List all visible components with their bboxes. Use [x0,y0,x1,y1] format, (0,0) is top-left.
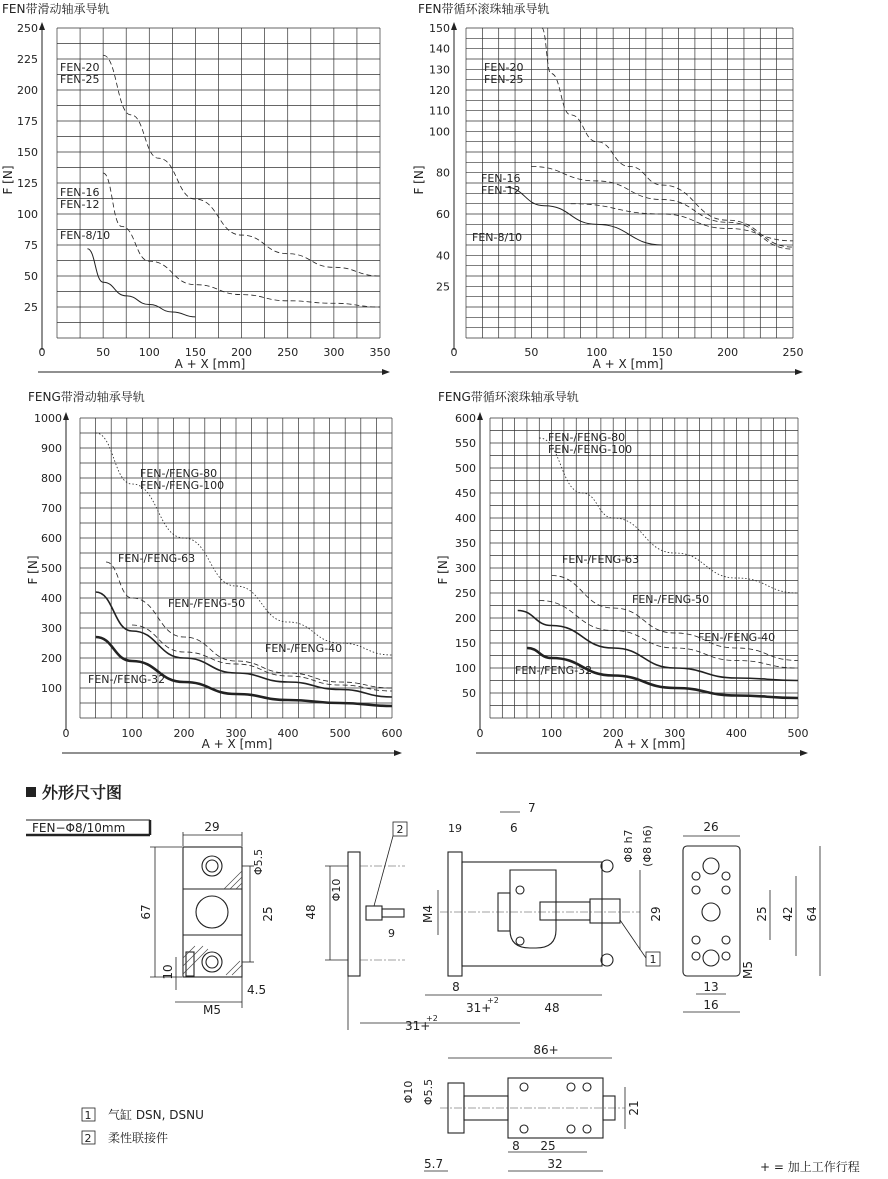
y-tick-label: 150 [455,637,476,650]
y-tick-label: 550 [455,437,476,450]
dim-pitch: 25 [261,906,275,922]
y-axis-label: F [N] [1,165,15,195]
dim-base: 13 [703,980,719,994]
series-label: FEN-/FENG-63 [562,553,640,566]
drawing-view-assembly [405,801,663,1033]
y-tick-label: 400 [455,512,476,525]
dim-total: 31+ [405,1019,431,1033]
series-label: FEN-25 [60,73,100,86]
y-tick-label: 200 [455,612,476,625]
x-tick-label: 200 [602,727,624,740]
model-tag-label: FEN−Φ8/10mm [32,821,126,835]
drawing-view-end [683,820,820,1012]
y-tick-label: 900 [41,442,62,455]
dim-total-sup: +2 [426,1014,438,1023]
dim-pin-alt: (Φ8 h6) [641,825,654,867]
y-tick-label: 80 [436,166,450,180]
dim-height: 67 [139,904,153,920]
dim-left: 8 [452,980,460,994]
model-tag [26,820,150,835]
x-axis-arrow-icon [382,369,390,375]
dim-span: 16 [703,998,719,1012]
dim-pitch: 29 [649,906,663,922]
series-line-4 [96,637,392,706]
x-tick-label: 50 [524,346,539,359]
legend-text: 柔性联接件 [108,1131,169,1145]
y-axis-label: F [N] [412,165,426,195]
y-tick-label: 140 [429,42,450,56]
y-tick-label: 200 [41,652,62,665]
dim-stroke: 31+ [466,1001,492,1015]
dim-pin: Φ8 h7 [622,829,635,863]
y-tick-label: 50 [462,687,476,700]
y-tick-label: 60 [436,208,450,221]
legend-number: 2 [84,1132,92,1145]
section-bullet-icon [26,787,36,797]
series-label: FEN-/FENG-32 [515,664,593,677]
x-tick-label: 100 [586,346,608,359]
x-tick-label: 100 [121,727,143,740]
x-tick-label: 500 [329,727,351,740]
series-label: FEN-/FENG-40 [265,642,343,655]
y-tick-label: 100 [429,125,450,139]
y-tick-label: 100 [455,662,476,675]
dim-stroke-sup: +2 [487,996,499,1005]
x-tick-label: 250 [277,346,299,359]
x-axis-arrow-icon [394,750,402,756]
dim-pitch: 25 [540,1139,556,1153]
series-label: FEN-/FENG-63 [118,552,196,565]
y-tick-label: 125 [17,177,38,190]
series-label: FEN-8/10 [60,229,111,242]
x-tick-label: 100 [541,727,563,740]
y-tick-label: 225 [17,53,38,66]
legend-number: 1 [84,1109,92,1122]
y-tick-label: 600 [41,532,62,545]
series-label: FEN-12 [481,184,521,197]
y-tick-label: 25 [24,301,38,314]
x-tick-label: 200 [173,727,195,740]
y-tick-label: 120 [429,84,450,97]
drawing-view-top [402,1043,641,1171]
y-tick-label: 110 [429,104,450,118]
dim-total: 64 [805,906,819,922]
y-tick-label: 150 [429,22,450,35]
x-tick-label: 600 [381,727,403,740]
dim-bore: Φ10 [330,878,343,902]
x-tick-label: 100 [138,346,160,359]
wrench-size: 19 [448,822,462,835]
dim-pitch: 25 [755,906,769,922]
section-title: 外形尺寸图 [42,783,123,802]
series-label: FEN-25 [484,73,524,86]
series-label: FEN-20 [60,61,100,74]
x-tick-label: 300 [225,727,247,740]
y-axis-arrow-icon [451,22,457,30]
y-tick-label: 50 [24,270,38,283]
y-tick-label: 130 [429,63,450,77]
y-tick-label: 25 [436,280,450,294]
chart-title: FENG带循环滚珠轴承导轨 [438,390,579,404]
chart-feng-ball-bearing [436,389,809,756]
y-tick-label: 40 [436,249,450,263]
y-axis-arrow-icon [63,412,69,420]
dim-height: 48 [304,904,318,920]
callout-item: 1 [649,953,657,966]
x-axis-label: A + X [mm] [201,737,273,751]
x-tick-label: 0 [62,727,70,740]
series-line-1 [106,562,392,688]
series-label: FEN-/FENG-32 [88,673,166,686]
dim-width: 29 [204,820,220,834]
y-tick-label: 350 [455,537,476,550]
series-label: FEN-/FENG-80 [548,431,626,444]
y-tick-label: 250 [17,22,38,35]
dim-width: 26 [703,820,719,834]
series-label: FEN-16 [481,172,521,185]
y-tick-label: 700 [41,502,62,515]
x-tick-label: 250 [782,346,804,359]
y-tick-label: 100 [41,682,62,695]
dim-span: 32 [547,1157,563,1171]
series-label: FEN-16 [60,186,100,199]
dim-height: 21 [627,1100,641,1116]
chart-feng-plain-bearing [26,389,403,756]
dim-length: 48 [544,1001,560,1015]
x-tick-label: 0 [476,727,484,740]
x-tick-label: 150 [651,346,673,359]
x-tick-label: 150 [184,346,206,359]
dim-length: 86+ [533,1043,559,1057]
x-tick-label: 0 [38,346,46,359]
series-line-2 [505,187,662,245]
y-tick-label: 100 [17,208,38,221]
wrench-size: 9 [388,927,395,940]
legend-item [82,1107,204,1122]
chart-fen-ball-bearing [412,1,804,375]
series-label: FEN-/FENG-80 [140,467,218,480]
x-tick-label: 50 [96,346,111,359]
x-tick-label: 400 [725,727,747,740]
drawing-view-front [139,820,275,1017]
dim-thread: M5 [203,1003,221,1017]
x-tick-label: 200 [717,346,739,359]
x-axis-label: A + X [mm] [174,357,246,371]
y-tick-label: 300 [455,562,476,575]
dim-offset: 8 [512,1139,520,1153]
chart-title: FENG带滑动轴承导轨 [28,390,145,404]
x-tick-label: 300 [664,727,686,740]
dim-hole: Φ5.5 [422,1078,435,1106]
dim-height: 42 [781,906,795,922]
series-line-0 [539,438,798,593]
x-tick-label: 350 [369,346,391,359]
x-axis-arrow-icon [795,369,803,375]
y-tick-label: 450 [455,487,476,500]
chart-title: FEN带循环滚珠轴承导轨 [418,2,550,16]
dim-thread: M4 [421,905,435,923]
y-axis-label: F [N] [436,555,450,585]
y-axis-label: F [N] [26,555,40,585]
dim-offset: 6 [510,821,518,835]
chart-fen-plain-bearing [1,1,391,375]
y-axis-arrow-icon [39,22,45,30]
x-axis-label: A + X [mm] [614,737,686,751]
y-tick-label: 1000 [34,412,62,425]
dim-side: 4.5 [247,983,267,997]
y-tick-label: 800 [41,472,62,485]
x-tick-label: 0 [450,346,458,359]
series-label: FEN-/FENG-50 [168,597,246,610]
y-tick-label: 500 [41,562,62,575]
y-axis-arrow-icon [477,412,483,420]
x-tick-label: 500 [787,727,809,740]
y-tick-label: 250 [455,587,476,600]
series-label: FEN-20 [484,61,524,74]
dim-top: 7 [528,801,536,815]
dim-left: 5.7 [424,1157,444,1171]
footnote: + = 加上工作行程 [760,1160,860,1174]
series-label: FEN-/FENG-100 [140,479,225,492]
x-tick-label: 200 [231,346,253,359]
y-tick-label: 150 [17,146,38,159]
dim-hole: Φ5.5 [252,848,265,876]
chart-title: FEN带滑动轴承导轨 [2,2,110,16]
series-label: FEN-8/10 [472,231,523,244]
dim-bottom: 10 [161,964,175,980]
legend-item [82,1130,168,1145]
series-label: FEN-/FENG-100 [548,443,633,456]
series-label: FEN-12 [60,198,100,211]
x-axis-label: A + X [mm] [592,357,664,371]
series-label: FEN-/FENG-40 [698,631,776,644]
y-tick-label: 300 [41,622,62,635]
y-tick-label: 600 [455,412,476,425]
x-tick-label: 300 [323,346,345,359]
y-tick-label: 200 [17,84,38,97]
x-axis-arrow-icon [800,750,808,756]
legend-text: 气缸 DSN, DSNU [108,1108,204,1122]
callout-item: 2 [396,823,404,836]
x-tick-label: 400 [277,727,299,740]
legend [82,1107,204,1145]
y-tick-label: 75 [24,239,38,252]
series-label: FEN-/FENG-50 [632,593,710,606]
y-tick-label: 175 [17,115,38,128]
dim-bore: Φ10 [402,1080,415,1104]
y-tick-label: 500 [455,462,476,475]
dim-thread: M5 [741,961,755,979]
y-tick-label: 400 [41,592,62,605]
